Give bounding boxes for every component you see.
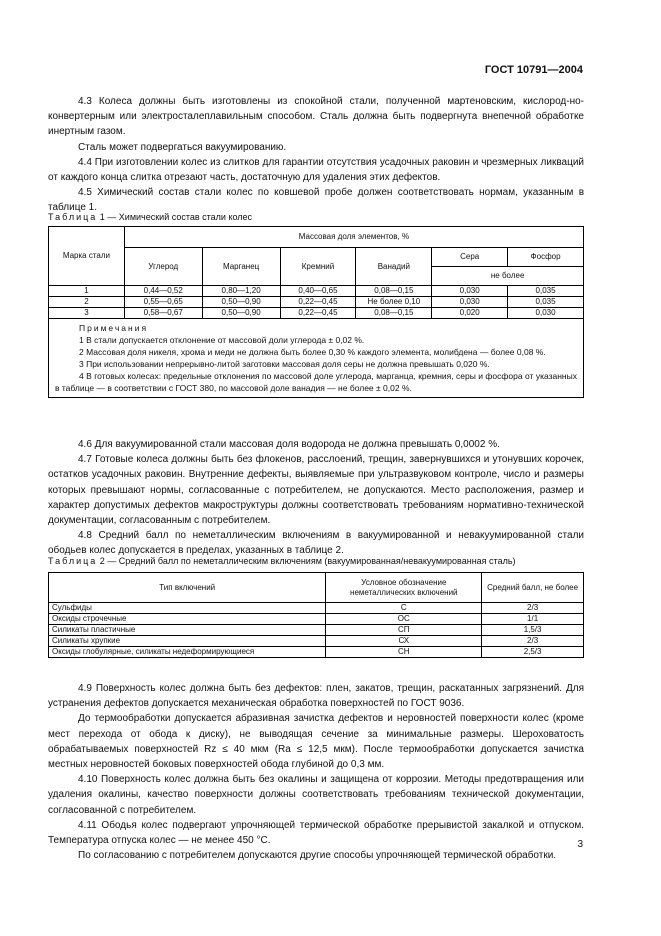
table-row <box>49 636 584 647</box>
table1-caption <box>48 212 252 222</box>
table-row <box>49 614 584 625</box>
paragraph: 4.8 Средний балл по неметаллическим включениям в вакуумированной и невакуумированной стали ободьев колес допускается в пределах, указанных в таблице 2. <box>48 530 584 557</box>
cell: 0,030 <box>432 297 508 308</box>
header-grade: Марка стали <box>49 227 125 286</box>
cell: 0,22—0,45 <box>280 297 356 308</box>
header-inclusion-type: Тип включений <box>49 573 326 603</box>
header-max: не более <box>432 267 584 286</box>
table2-caption-word: Таблица <box>48 556 98 566</box>
cell: СН <box>326 647 482 658</box>
table2-caption-text: 2 — Средний балл по неметаллическим включениям (вакуумированная/невакуумированная сталь) <box>97 556 516 566</box>
cell: 0,08—0,15 <box>356 308 432 319</box>
header-score: Средний балл, не более <box>482 573 584 603</box>
cell: 2/3 <box>482 636 584 647</box>
page-number: 3 <box>577 839 583 850</box>
table-row <box>49 286 584 297</box>
header-vanadium: Ванадий <box>356 248 432 286</box>
cell: 0,22—0,45 <box>280 308 356 319</box>
header-sulfur: Сера <box>432 248 508 267</box>
cell: 0,035 <box>508 286 584 297</box>
cell: 0,50—0,90 <box>202 297 280 308</box>
table-row <box>49 308 584 319</box>
paragraph: 4.10 Поверхность колес должна быть без окалины и защищена от коррозии. Методы предотвращения или удаления окалины, качество поверхности должны соответствовать требованиям технической документации, согласованной с потребителем. <box>48 774 584 816</box>
cell: 2 <box>49 297 125 308</box>
cell: Силикаты пластичные <box>49 625 326 636</box>
paragraph: До термообработки допускается абразивная зачистка дефектов и неровностей поверхности колес (кроме мест перехода от обода к диску), не выводящая сечение за минимальные размеры. Шероховатость обрабатываемых поверхностей Rz ≤ 40 мкм (Ra ≤ 12,5 мкм). После термообработки допускается зачистка местных неровностей боковых поверхностей обода глубиной до 0,3 мм. <box>48 713 584 771</box>
paragraph: 4.9 Поверхность колес должна быть без дефектов: плен, закатов, трещин, раскатанных загрязнений. Для устранения дефектов допускается механическая обработка поверхностей по ГОСТ 9036. <box>48 683 584 710</box>
table2-nonmetallic-inclusions <box>48 572 584 658</box>
header-manganese: Марганец <box>202 248 280 286</box>
cell: 0,08—0,15 <box>356 286 432 297</box>
paragraph: 4.6 Для вакуумированной стали массовая доля водорода не должна превышать 0,0002 %. <box>78 439 500 450</box>
section-4-3-to-4-5 <box>48 94 584 216</box>
cell: 0,40—0,65 <box>280 286 356 297</box>
notes-title: Примечания <box>79 323 149 333</box>
paragraph: Сталь может подвергаться вакуумированию. <box>78 141 287 153</box>
table1-caption-text: 1 — Химический состав стали колес <box>97 212 253 222</box>
cell: 1/1 <box>482 614 584 625</box>
cell: Оксиды глобулярные, силикаты недеформирующиеся <box>49 647 326 658</box>
header-symbol: Условное обозначение неметаллических включений <box>326 573 482 603</box>
cell: 0,50—0,90 <box>202 308 280 319</box>
cell: 1 <box>49 286 125 297</box>
table1-caption-word: Таблица <box>48 212 98 222</box>
table2-caption <box>48 556 516 566</box>
cell: 0,80—1,20 <box>202 286 280 297</box>
paragraph: 4.4 При изготовлении колес из слитков для гарантии отсутствия усадочных раковин и чрезмерных ликваций от каждого конца слитка отрезают часть, достаточную для удаления этих дефектов. <box>48 156 584 184</box>
cell: 2/3 <box>482 603 584 614</box>
cell: 0,035 <box>508 297 584 308</box>
header-silicon: Кремний <box>280 248 356 286</box>
cell: СХ <box>326 636 482 647</box>
cell: 0,55—0,65 <box>124 297 202 308</box>
table-row <box>49 647 584 658</box>
cell: 0,58—0,67 <box>124 308 202 319</box>
note: 4 В готовых колесах: предельные отклонения по массовой доле углерода, марганца, кремния, серы и фосфора от указанных в таблице — в соответствии с ГОСТ 380, по массовой доле ванадия — не более ± 0,02 %. <box>55 371 577 393</box>
cell: 0,030 <box>508 308 584 319</box>
cell: 0,44—0,52 <box>124 286 202 297</box>
document-header: ГОСТ 10791—2004 <box>484 64 583 76</box>
table-row <box>49 625 584 636</box>
cell: Сульфиды <box>49 603 326 614</box>
note: 2 Массовая доля никеля, хрома и меди не должна быть более 0,30 % каждого элемента, молибдена — более 0,08 %. <box>79 347 546 357</box>
table1-chemical-composition <box>48 226 584 398</box>
paragraph: 4.3 Колеса должны быть изготовлены из спокойной стали, полученной мартеновским, кислород-но-конвертерным или электросталеплавильным способом. Сталь должна быть подвергнута внепечной обработке инертным газом. <box>48 96 584 138</box>
cell: 2,5/3 <box>482 647 584 658</box>
section-4-9-to-4-11 <box>48 681 584 863</box>
cell: С <box>326 603 482 614</box>
cell: 1,5/3 <box>482 625 584 636</box>
paragraph: 4.5 Химический состав стали колес по ковшевой пробе должен соответствовать нормам, указанным в таблице 1. <box>48 187 584 214</box>
cell: 0,030 <box>432 286 508 297</box>
header-mass-fraction: Массовая доля элементов, % <box>124 227 583 248</box>
section-4-6-to-4-8 <box>48 437 584 559</box>
header-carbon: Углерод <box>124 248 202 286</box>
cell: СП <box>326 625 482 636</box>
table1-notes <box>49 319 584 398</box>
cell: 0,020 <box>432 308 508 319</box>
cell: Силикаты хрупкие <box>49 636 326 647</box>
note: 3 При использовании непрерывно-литой заготовки массовая доля серы не должна превышать 0,020 %. <box>79 359 490 369</box>
paragraph: 4.11 Ободья колес подвергают упрочняющей термической обработке прерывистой закалкой и отпуском. Температура отпуска колес — не менее 450 °С. <box>48 819 584 847</box>
paragraph: 4.7 Готовые колеса должны быть без флокенов, расслоений, трещин, завернувшихся и утонувших корочек, остатков усадочных раковин. Внутренние дефекты, выявляемые при ультразвуковом контроле, число и размеры которых превышают нормы, согласованные с потребителем, не допускаются. Место расположения, размер и характер допустимых дефектов макроструктуры должны соответствовать требованиям нормативно-технической документации, согласованным с потребителем. <box>48 454 584 527</box>
cell: 3 <box>49 308 125 319</box>
note: 1 В стали допускается отклонение от массовой доли углерода ± 0,02 %. <box>79 335 365 345</box>
table-row <box>49 603 584 614</box>
cell: ОС <box>326 614 482 625</box>
table-row <box>49 297 584 308</box>
paragraph: По согласованию с потребителем допускаются другие способы упрочняющей термической обработки. <box>78 850 557 862</box>
cell: Не более 0,10 <box>356 297 432 308</box>
header-phosphorus: Фосфор <box>508 248 584 267</box>
cell: Оксиды строчечные <box>49 614 326 625</box>
